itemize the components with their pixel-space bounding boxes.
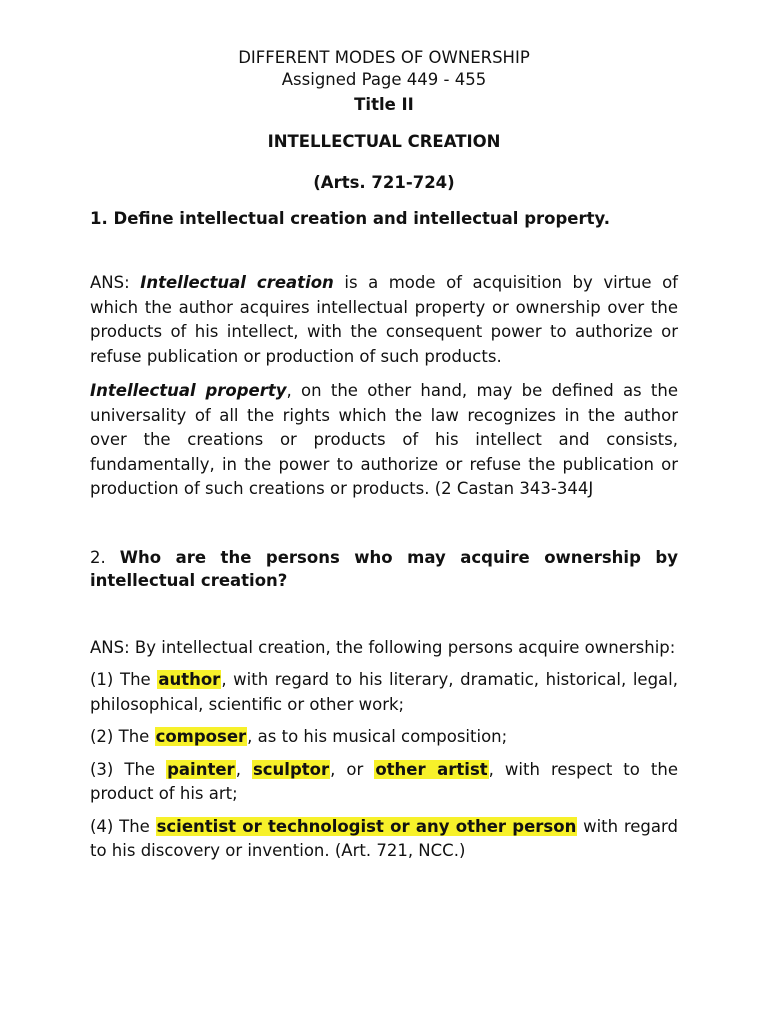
highlight-author: author — [158, 670, 221, 689]
question-2 — [90, 546, 678, 592]
list-item-separator: , — [235, 759, 252, 779]
list-item-artist — [90, 758, 678, 807]
header-assigned-pages: Assigned Page 449 - 455 — [281, 70, 487, 89]
list-item-body: , with respect to the product of his art; — [90, 759, 678, 803]
list-item-composer — [90, 725, 678, 750]
list-item-scientist — [90, 815, 678, 864]
header-subject: DIFFERENT MODES OF OWNERSHIP — [238, 48, 530, 67]
answer-1-term: Intellectual creation — [140, 273, 334, 292]
question-2-number: 2. — [90, 547, 120, 567]
highlight-sculptor: sculptor — [252, 759, 330, 779]
intellectual-property-body: , on the other hand, may be defined as the universality of all the rights which the law recognizes in the author over the creations or products of his intellect and consists, fundamentally, in the power to authorize or refuse the publication or production of such creations or products. (2 Castan 343-344J — [90, 381, 678, 498]
list-item-body: with regard to his discovery or invention. (Art. 721, NCC.) — [90, 816, 678, 860]
question-2-text: Who are the persons who may acquire ownership by intellectual creation? — [90, 547, 678, 590]
answer-2-paragraph — [90, 636, 678, 661]
list-item-separator: , or — [330, 759, 375, 779]
question-1 — [90, 207, 678, 230]
header-title: Title II — [354, 95, 414, 114]
highlight-composer: composer — [155, 727, 247, 746]
highlight-painter: painter — [167, 759, 235, 779]
document-header — [90, 0, 678, 194]
highlight-scientist: scientist or technologist or any other person — [156, 816, 577, 836]
list-item-prefix: (3) The — [90, 759, 167, 779]
answer-1-paragraph — [90, 271, 678, 369]
list-item-prefix: (2) The — [90, 727, 155, 746]
list-item-prefix: (1) The — [90, 670, 158, 689]
intellectual-property-term: Intellectual property — [90, 381, 287, 400]
list-item-body: , as to his musical composition; — [247, 727, 508, 746]
list-item-body: , with regard to his literary, dramatic, historical, legal, philosophical, scientific or other work; — [90, 670, 678, 714]
question-1-text: 1. Define intellectual creation and intellectual property. — [90, 209, 611, 228]
highlight-other-artist: other artist — [375, 759, 488, 779]
list-item-prefix: (4) The — [90, 816, 156, 836]
header-section: INTELLECTUAL CREATION — [267, 132, 501, 151]
list-item-author — [90, 668, 678, 717]
intellectual-property-paragraph — [90, 379, 678, 502]
answer-1-prefix: ANS: — [90, 273, 141, 292]
answer-2-text: ANS: By intellectual creation, the following persons acquire ownership: — [90, 637, 676, 657]
header-articles: (Arts. 721-724) — [313, 173, 455, 192]
answer-1-body: is a mode of acquisition by virtue of which the author acquires intellectual property or ownership over the products of his intellect, with the consequent power to authorize or refuse publication or production of such products. — [90, 273, 678, 366]
